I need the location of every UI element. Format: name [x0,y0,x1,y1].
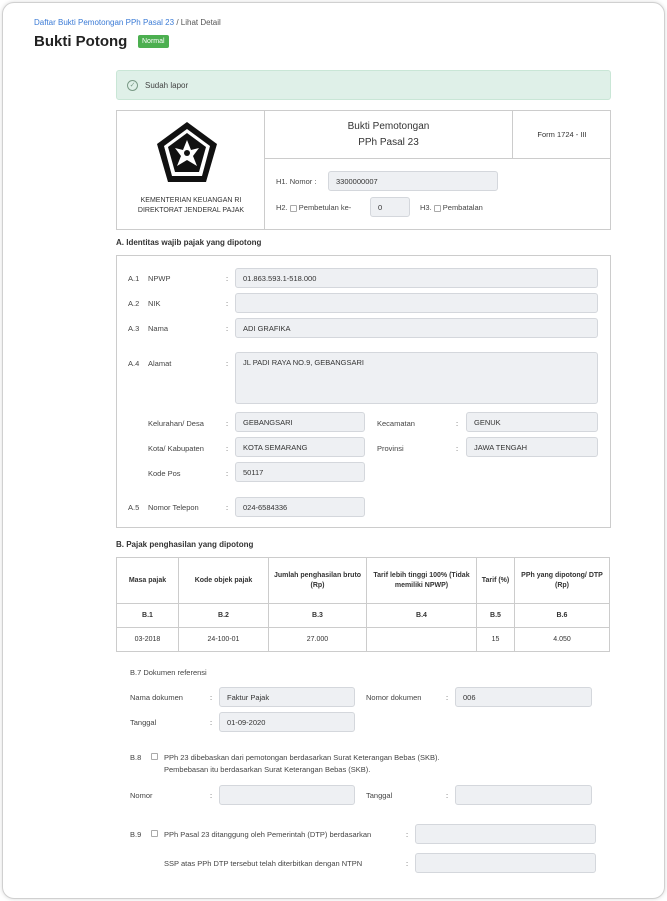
nama-dokumen-colon: : [210,693,213,702]
a5-code: A.5 [128,503,140,512]
b8-nomor-colon: : [210,791,213,800]
tanggal-dokumen-field[interactable]: 01-09-2020 [219,712,355,732]
b8-checkbox[interactable] [151,753,158,760]
a2-label: NIK [148,299,161,308]
code-b3: B.3 [269,604,367,628]
nik-field[interactable] [235,293,598,313]
b8-tanggal-label: Tanggal [366,791,393,800]
a2-code: A.2 [128,299,140,308]
check-circle-icon: ✓ [127,80,138,91]
nomor-dokumen-colon: : [446,693,449,702]
h2-text: Pembetulan ke- [298,203,352,212]
institution-line1: KEMENTERIAN KEUANGAN RI [140,197,242,204]
h2-checkbox[interactable] [290,205,297,212]
nama-dokumen-label: Nama dokumen [130,693,183,702]
garuda-logo-icon [155,120,219,186]
status-badge: Normal [138,35,169,48]
a4-label: Alamat [148,359,172,368]
ssp-text: SSP atas PPh DTP tersebut telah diterbitkan dengan NTPN [164,859,363,868]
h3-code: H3. [420,203,432,212]
section-b-title: B. Pajak penghasilan yang dipotong [116,540,254,549]
b8-tanggal-colon: : [446,791,449,800]
kodepos-colon: : [226,469,229,478]
provinsi-label: Provinsi [377,444,404,453]
a2-colon: : [226,299,229,308]
page-title: Bukti Potong [34,33,128,50]
b8-nomor-field[interactable] [219,785,355,805]
b8-tanggal-field[interactable] [455,785,592,805]
h3-checkbox[interactable] [434,205,441,212]
header-divider-h [264,158,611,159]
nama-dokumen-field[interactable]: Faktur Pajak [219,687,355,707]
kota-colon: : [226,444,229,453]
h2-label [276,203,351,212]
h2-pembetulan-field[interactable]: 0 [370,197,410,217]
code-b1: B.1 [117,604,179,628]
kodepos-label: Kode Pos [148,469,181,478]
b9-code: B.9 [130,830,142,839]
a4-code: A.4 [128,359,140,368]
b8-line2: Pembebasan itu berdasarkan Surat Keterangan Bebas (SKB). [164,765,371,774]
b8-code: B.8 [130,753,142,762]
kecamatan-label: Kecamatan [377,419,415,428]
a1-code: A.1 [128,274,140,283]
breadcrumb-link[interactable]: Daftar Bukti Pemotongan PPh Pasal 23 [34,18,175,27]
a3-code: A.3 [128,324,140,333]
b9-colon: : [406,830,409,839]
nama-field[interactable]: ADI GRAFIKA [235,318,598,338]
col-tarif: Tarif (%) [477,558,515,604]
a4-colon: : [226,359,229,368]
h3-label [420,203,483,212]
col-tarif-lebih-tinggi: Tarif lebih tinggi 100% (Tidak memiliki NPWP) [367,558,477,604]
h1-label: H1. Nomor : [276,177,317,186]
b8-nomor-label: Nomor [130,791,153,800]
nomor-dokumen-field[interactable]: 006 [455,687,592,707]
ntpn-field[interactable] [415,853,596,873]
section-a-title: A. Identitas wajib pajak yang dipotong [116,238,262,247]
institution-line2: DIREKTORAT JENDERAL PAJAK [137,207,245,214]
doc-title-line1: Bukti Pemotongan [347,121,430,132]
cell-kode-objek: 24-100-01 [179,628,269,652]
doc-title-line2: PPh Pasal 23 [358,137,419,148]
b7-title: B.7 Dokumen referensi [130,668,207,677]
kodepos-field[interactable]: 50117 [235,462,365,482]
kota-label: Kota/ Kabupaten [148,444,204,453]
kelurahan-field[interactable]: GEBANGSARI [235,412,365,432]
provinsi-field[interactable]: JAWA TENGAH [466,437,598,457]
a3-label: Nama [148,324,169,333]
a1-colon: : [226,274,229,283]
kota-field[interactable]: KOTA SEMARANG [235,437,365,457]
a5-label: Nomor Telepon [148,503,199,512]
status-alert [116,70,611,100]
col-pph-dipotong: PPh yang dipotong/ DTP (Rp) [515,558,610,604]
col-kode-objek: Kode objek pajak [179,558,269,604]
table-code-row [117,604,610,628]
pph-table [116,557,610,652]
b9-dasar-field[interactable] [415,824,596,844]
code-b6: B.6 [515,604,610,628]
tanggal-dokumen-label: Tanggal [130,718,157,727]
cell-masa-pajak: 03-2018 [117,628,179,652]
cell-jumlah-bruto: 27.000 [269,628,367,652]
form-code: Form 1724 - III [537,130,587,139]
alamat-field[interactable]: JL PADI RAYA NO.9, GEBANGSARI [235,352,598,404]
ssp-colon: : [406,859,409,868]
col-jumlah-bruto: Jumlah penghasilan bruto (Rp) [269,558,367,604]
kelurahan-colon: : [226,419,229,428]
table-row [117,628,610,652]
b9-checkbox[interactable] [151,830,158,837]
cell-tarif: 15 [477,628,515,652]
cell-tarif-lebih-tinggi [367,628,477,652]
code-b5: B.5 [477,604,515,628]
b8-line1: PPh 23 dibebaskan dari pemotongan berdasarkan Surat Keterangan Bebas (SKB). [164,753,440,762]
kecamatan-colon: : [456,419,459,428]
a5-colon: : [226,503,229,512]
npwp-field[interactable]: 01.863.593.1-518.000 [235,268,598,288]
b9-text: PPh Pasal 23 ditanggung oleh Pemerintah (DTP) berdasarkan [164,830,372,839]
h2-code: H2. [276,203,288,212]
kelurahan-label: Kelurahan/ Desa [148,419,204,428]
breadcrumb-current: Lihat Detail [180,18,221,27]
tanggal-dokumen-colon: : [210,718,213,727]
nomor-dokumen-label: Nomor dokumen [366,693,422,702]
provinsi-colon: : [456,444,459,453]
breadcrumb [34,18,221,27]
code-b4: B.4 [367,604,477,628]
breadcrumb-separator: / [174,18,181,27]
table-header-row [117,558,610,604]
kecamatan-field[interactable]: GENUK [466,412,598,432]
code-b2: B.2 [179,604,269,628]
telepon-field[interactable]: 024-6584336 [235,497,365,517]
h3-text: Pembatalan [442,203,483,212]
a1-label: NPWP [148,274,171,283]
a3-colon: : [226,324,229,333]
alert-text: Sudah lapor [145,81,189,90]
cell-pph-dipotong: 4.050 [515,628,610,652]
col-masa-pajak: Masa pajak [117,558,179,604]
h1-nomor-field[interactable]: 3300000007 [328,171,498,191]
